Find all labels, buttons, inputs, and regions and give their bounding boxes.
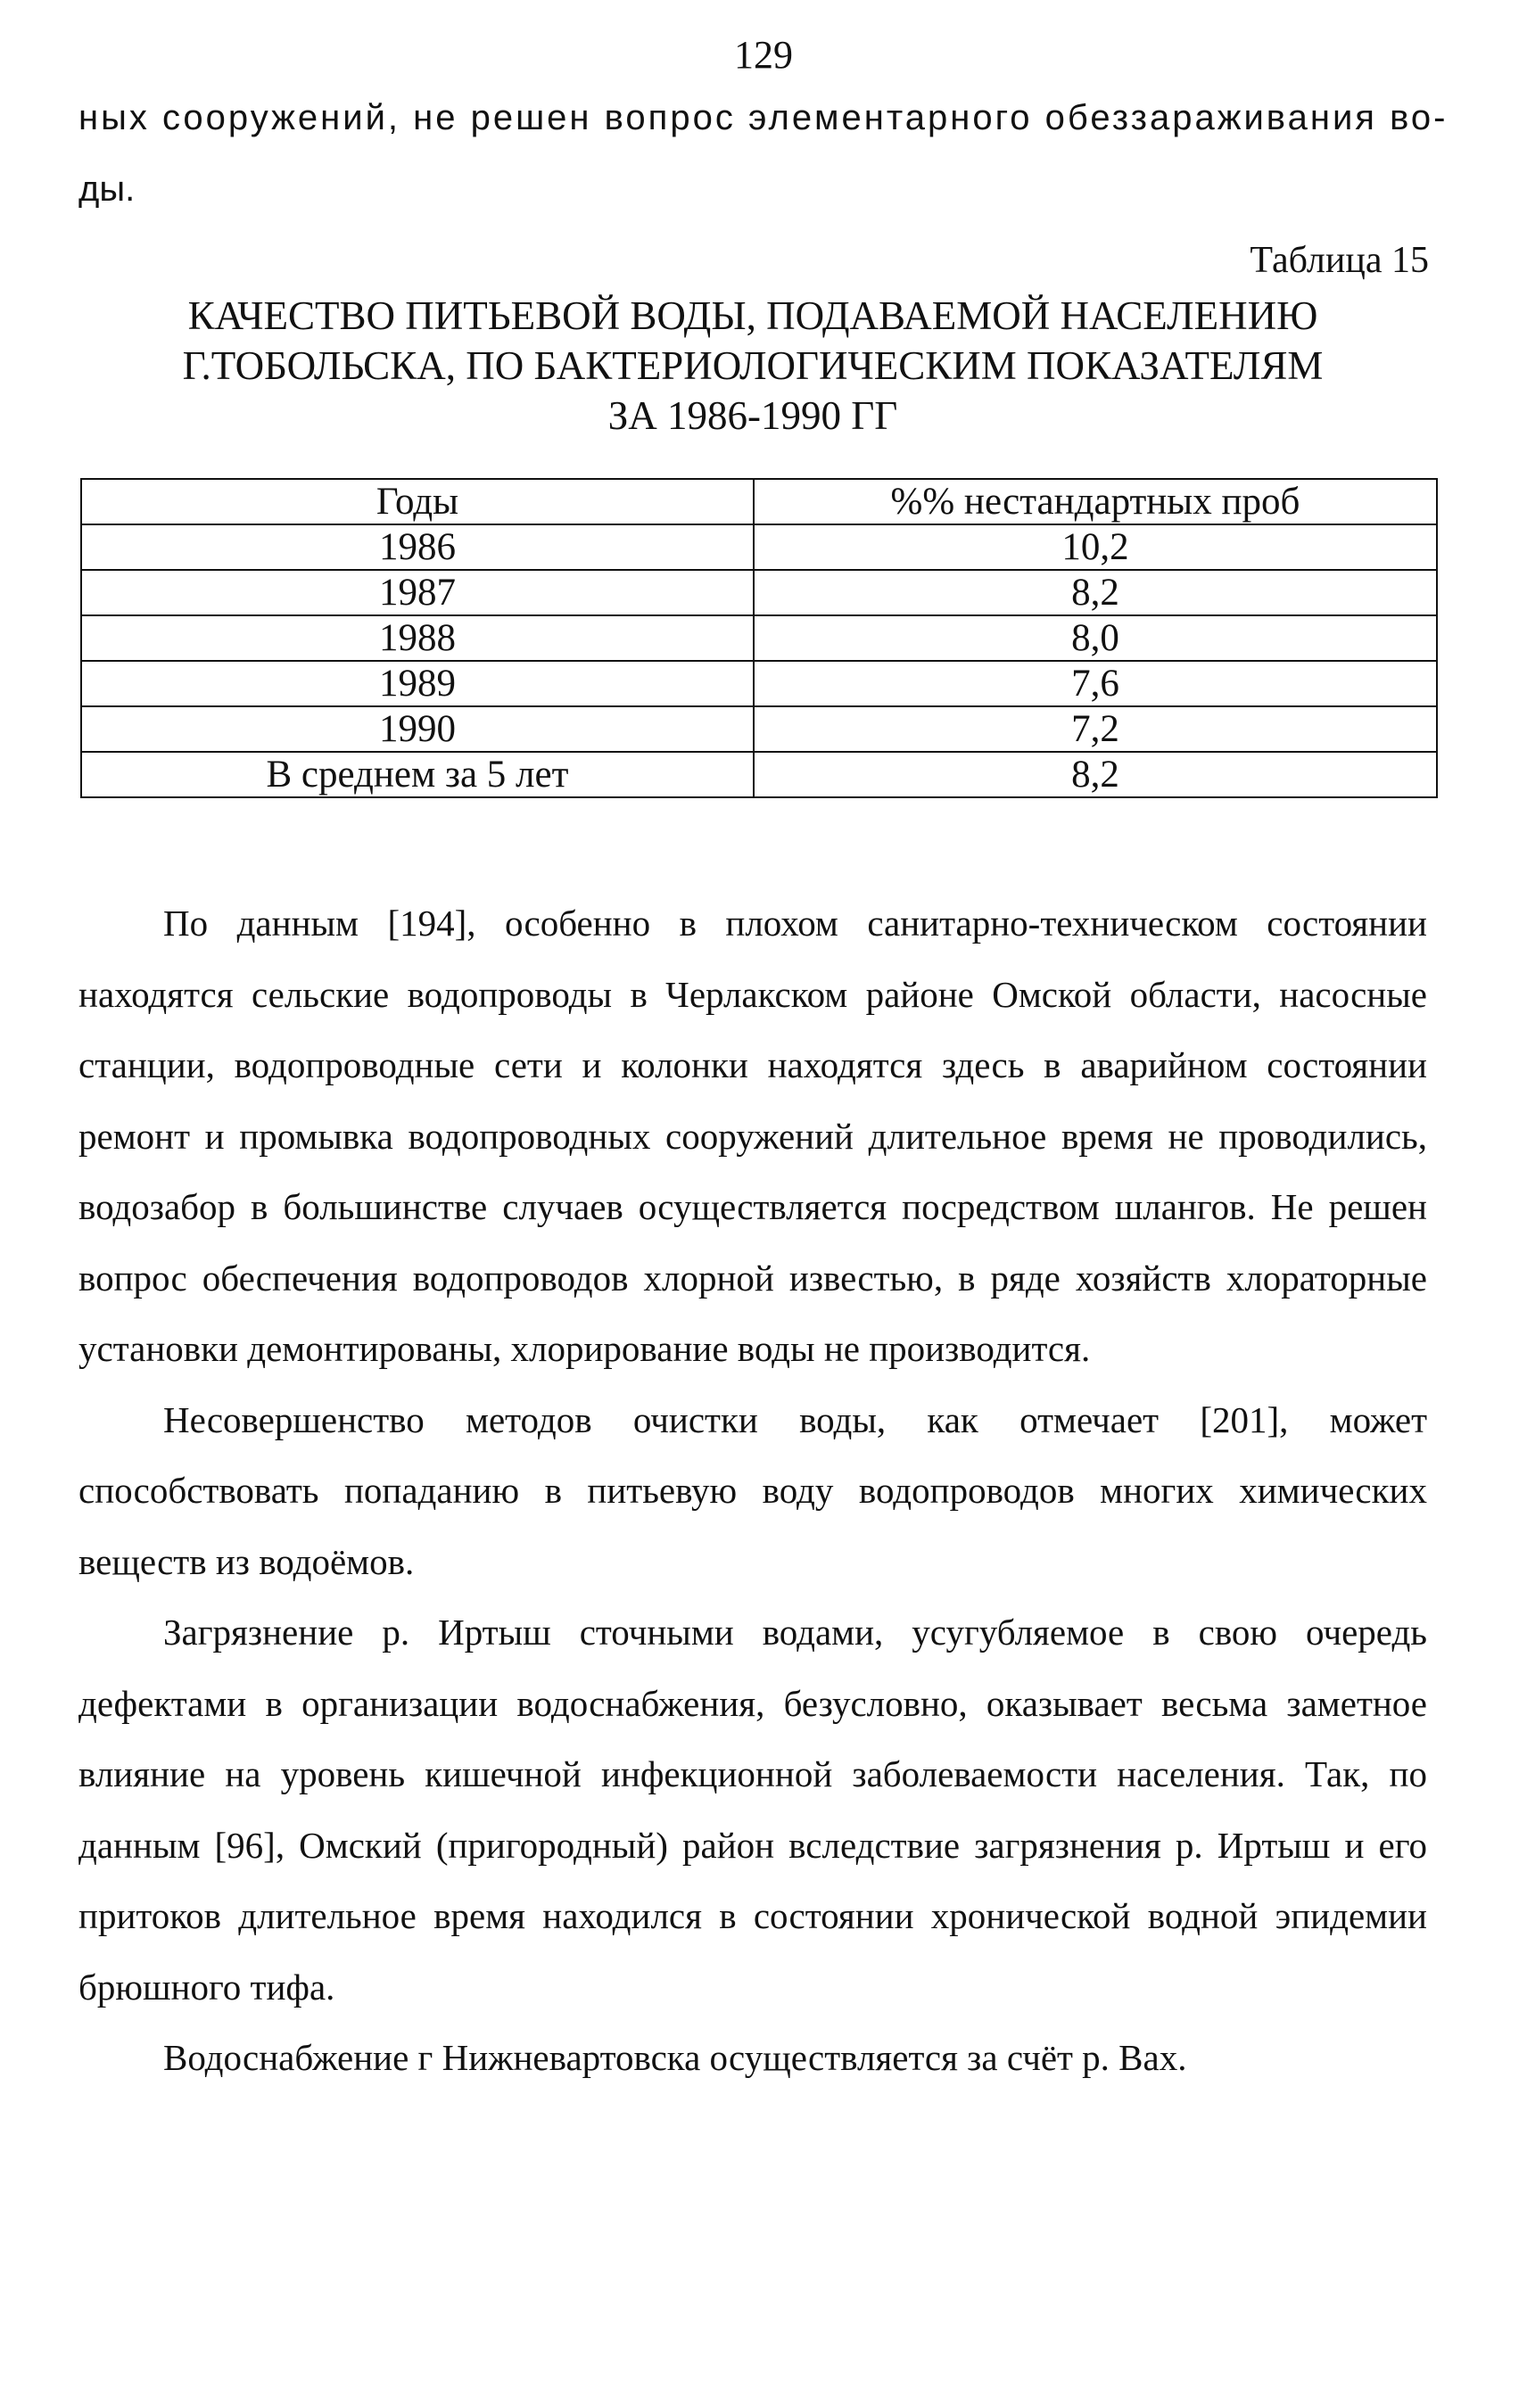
paragraph-1: По данным [194], особенно в плохом санитарно-техническом состоянии находятся сельские водопроводы в Черлакском районе Омской области, насосные станции, водопроводные сети и колонки находятся здесь в аварийном состоянии ремонт и промывка водопроводных сооружений длительное время не проводились, водозабор в большинстве случаев осуществляется посредством шлангов. Не решен вопрос обеспечения водопроводов хлорной известью, в ряде хозяйств хлораторные установки демонтированы, хлорирование воды не производится. (78, 903, 1427, 1369)
table-title-line-1: КАЧЕСТВО ПИТЬЕВОЙ ВОДЫ, ПОДАВАЕМОЙ НАСЕЛЕНИЮ (187, 293, 1318, 338)
row-value-cell: 8,2 (754, 570, 1437, 615)
row-value-cell: 8,0 (754, 615, 1437, 661)
row-value-cell: 8,2 (754, 752, 1437, 797)
row-year-cell: 1986 (81, 524, 754, 570)
continuation-line-2: ды. (78, 169, 136, 209)
paragraph-4: Водоснабжение г Нижневартовска осуществляется за счёт р. Вах. (163, 2037, 1187, 2078)
row-value-cell: 7,2 (754, 706, 1437, 752)
row-value-cell: 10,2 (754, 524, 1437, 570)
page-number: 129 (734, 33, 793, 77)
row-year-cell: 1987 (81, 570, 754, 615)
table-title-line-2: Г.ТОБОЛЬСКА, ПО БАКТЕРИОЛОГИЧЕСКИМ ПОКАЗАТЕЛЯМ (182, 343, 1324, 388)
row-value-cell: 7,6 (754, 661, 1437, 706)
paragraph-2: Несовершенство методов очистки воды, как отмечает [201], может способствовать попаданию в питьевую воду водопроводов многих химических веществ из водоёмов. (78, 1398, 1427, 1582)
row-year-cell: 1988 (81, 615, 754, 661)
table-row (81, 570, 1437, 615)
table-row (81, 706, 1437, 752)
table-title (78, 291, 1427, 441)
table-row (81, 661, 1437, 706)
row-year-cell: 1990 (81, 706, 754, 752)
water-quality-table (80, 478, 1438, 798)
continuation-line-1: ных сооружений, не решен вопрос элементарного обеззараживания во- (78, 98, 1449, 137)
row-year-cell: 1989 (81, 661, 754, 706)
table-title-line-3: ЗА 1986-1990 ГГ (607, 393, 898, 438)
table-row-average (81, 752, 1437, 797)
body-text (78, 888, 1427, 2094)
table-label: Таблица 15 (1250, 240, 1429, 281)
table-row (81, 615, 1437, 661)
table-header-row (81, 479, 1437, 524)
header-years: Годы (81, 479, 754, 524)
paragraph-3: Загрязнение р. Иртыш сточными водами, усугубляемое в свою очередь дефектами в организации водоснабжения, безусловно, оказывает весьма заметное влияние на уровень кишечной инфекционной заболеваемости населения. Так, по данным [96], Омский (пригородный) район вследствие загрязнения р. Иртыш и его притоков длительное время находился в состоянии хронической водной эпидемии брюшного тифа. (78, 1612, 1427, 2008)
table-row (81, 524, 1437, 570)
row-year-cell: В среднем за 5 лет (81, 752, 754, 797)
header-nonstandard-percent: %% нестандартных проб (754, 479, 1437, 524)
